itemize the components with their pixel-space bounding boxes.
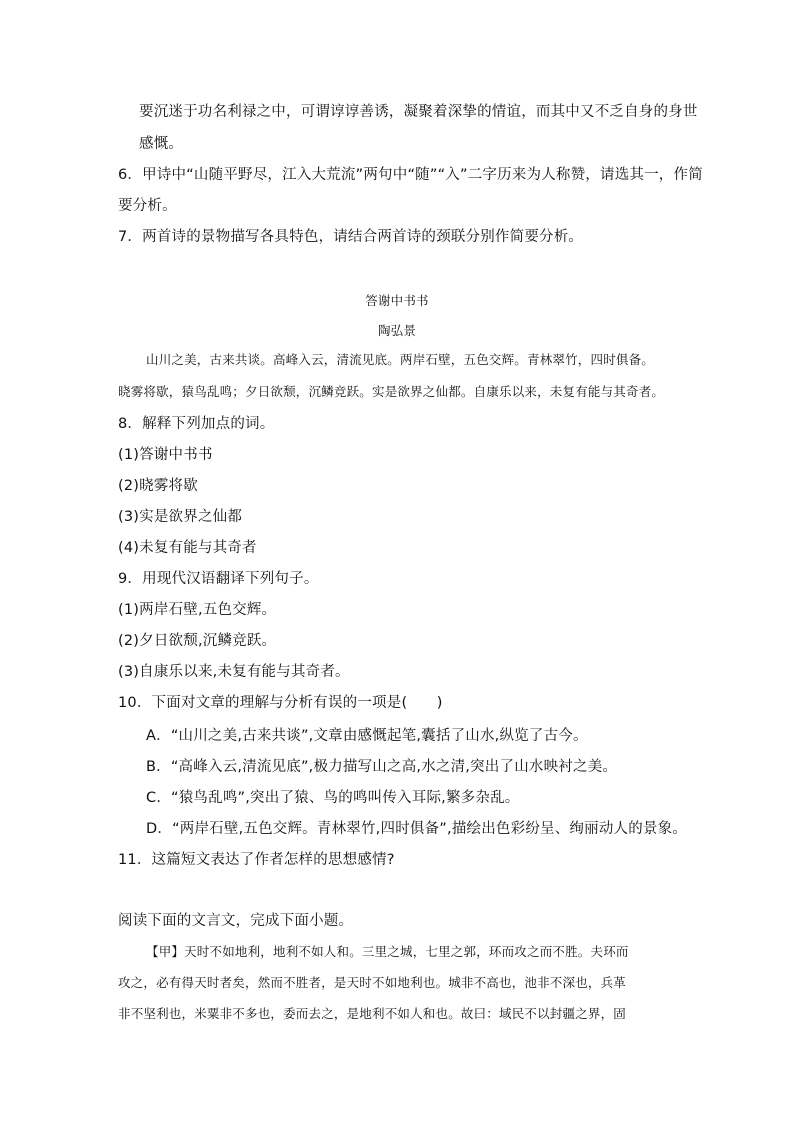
intro-line-2: 感慨。	[139, 136, 184, 152]
question-8-item: (4)未复有能与其奇者	[118, 540, 257, 556]
passage-title: 答谢中书书	[365, 293, 429, 308]
question-9-item: (3)自康乐以来,未复有能与其奇者。	[118, 664, 350, 680]
reading-passage-line-3: 非不坚利也，米粟非不多也，委而去之，是地利不如人和也。故曰：域民不以封疆之界，固	[118, 1006, 627, 1021]
question-9-item: (1)两岸石壁,五色交辉。	[118, 602, 277, 618]
question-8-item: (1)答谢中书书	[118, 447, 213, 463]
passage-line-1: 山川之美，古来共谈。高峰入云，清流见底。两岸石壁，五色交辉。青林翠竹，四时俱备。	[146, 352, 655, 367]
question-10-option-d: D．“两岸石壁,五色交辉。青林翠竹,四时俱备”,描绘出色彩纷呈、绚丽动人的景象。	[146, 821, 688, 837]
question-10-option-b: B．“高峰入云,清流见底”,极力描写山之高,水之清,突出了山水映衬之美。	[146, 759, 618, 775]
question-9-item: (2)夕日欲颓,沉鳞竞跃。	[118, 633, 277, 649]
passage-author: 陶弘景	[377, 323, 417, 338]
question-10-stem: 10．下面对文章的理解与分析有误的一项是( )	[118, 695, 443, 711]
question-10-option-a: A．“山川之美,古来共谈”,文章由感慨起笔,囊括了山水,纵览了古今。	[146, 728, 588, 744]
question-9-stem: 9．用现代汉语翻译下列句子。	[118, 571, 319, 587]
intro-line-1: 要沉迷于功名利禄之中，可谓谆谆善诱，凝聚着深挚的情谊，而其中又不乏自身的身世	[139, 104, 698, 120]
question-6-line-1: 6．甲诗中“山随平野尽，江入大荒流”两句中“随”“入”二字历来为人称赞，请选其一，作简	[118, 167, 703, 183]
question-8-item: (2)晓雾将歇	[118, 478, 198, 494]
question-8-stem: 8．解释下列加点的词。	[118, 416, 275, 432]
passage-line-2: 晓雾将歇，猿鸟乱鸣；夕日欲颓，沉鳞竞跃。实是欲界之仙都。自康乐以来，未复有能与其奇者。	[118, 384, 665, 399]
question-6-line-2: 要分析。	[118, 198, 177, 214]
question-7: 7．两首诗的景物描写各具特色，请结合两首诗的颈联分别作简要分析。	[118, 229, 584, 245]
question-10-option-c: C．“猿鸟乱鸣”,突出了猿、鸟的鸣叫传入耳际,繁多杂乱。	[146, 790, 520, 806]
question-11: 11．这篇短文表达了作者怎样的思想感情?	[118, 852, 395, 868]
reading-passage-line-1: 【甲】天时不如地利，地利不如人和。三里之城，七里之郭，环而攻之而不胜。夫环而	[146, 944, 629, 959]
reading-passage-line-2: 攻之，必有得天时者矣，然而不胜者，是天时不如地利也。城非不高也，池非不深也，兵革	[118, 975, 627, 990]
reading-instruction: 阅读下面的文言文，完成下面小题。	[118, 913, 354, 929]
question-8-item: (3)实是欲界之仙都	[118, 509, 243, 525]
